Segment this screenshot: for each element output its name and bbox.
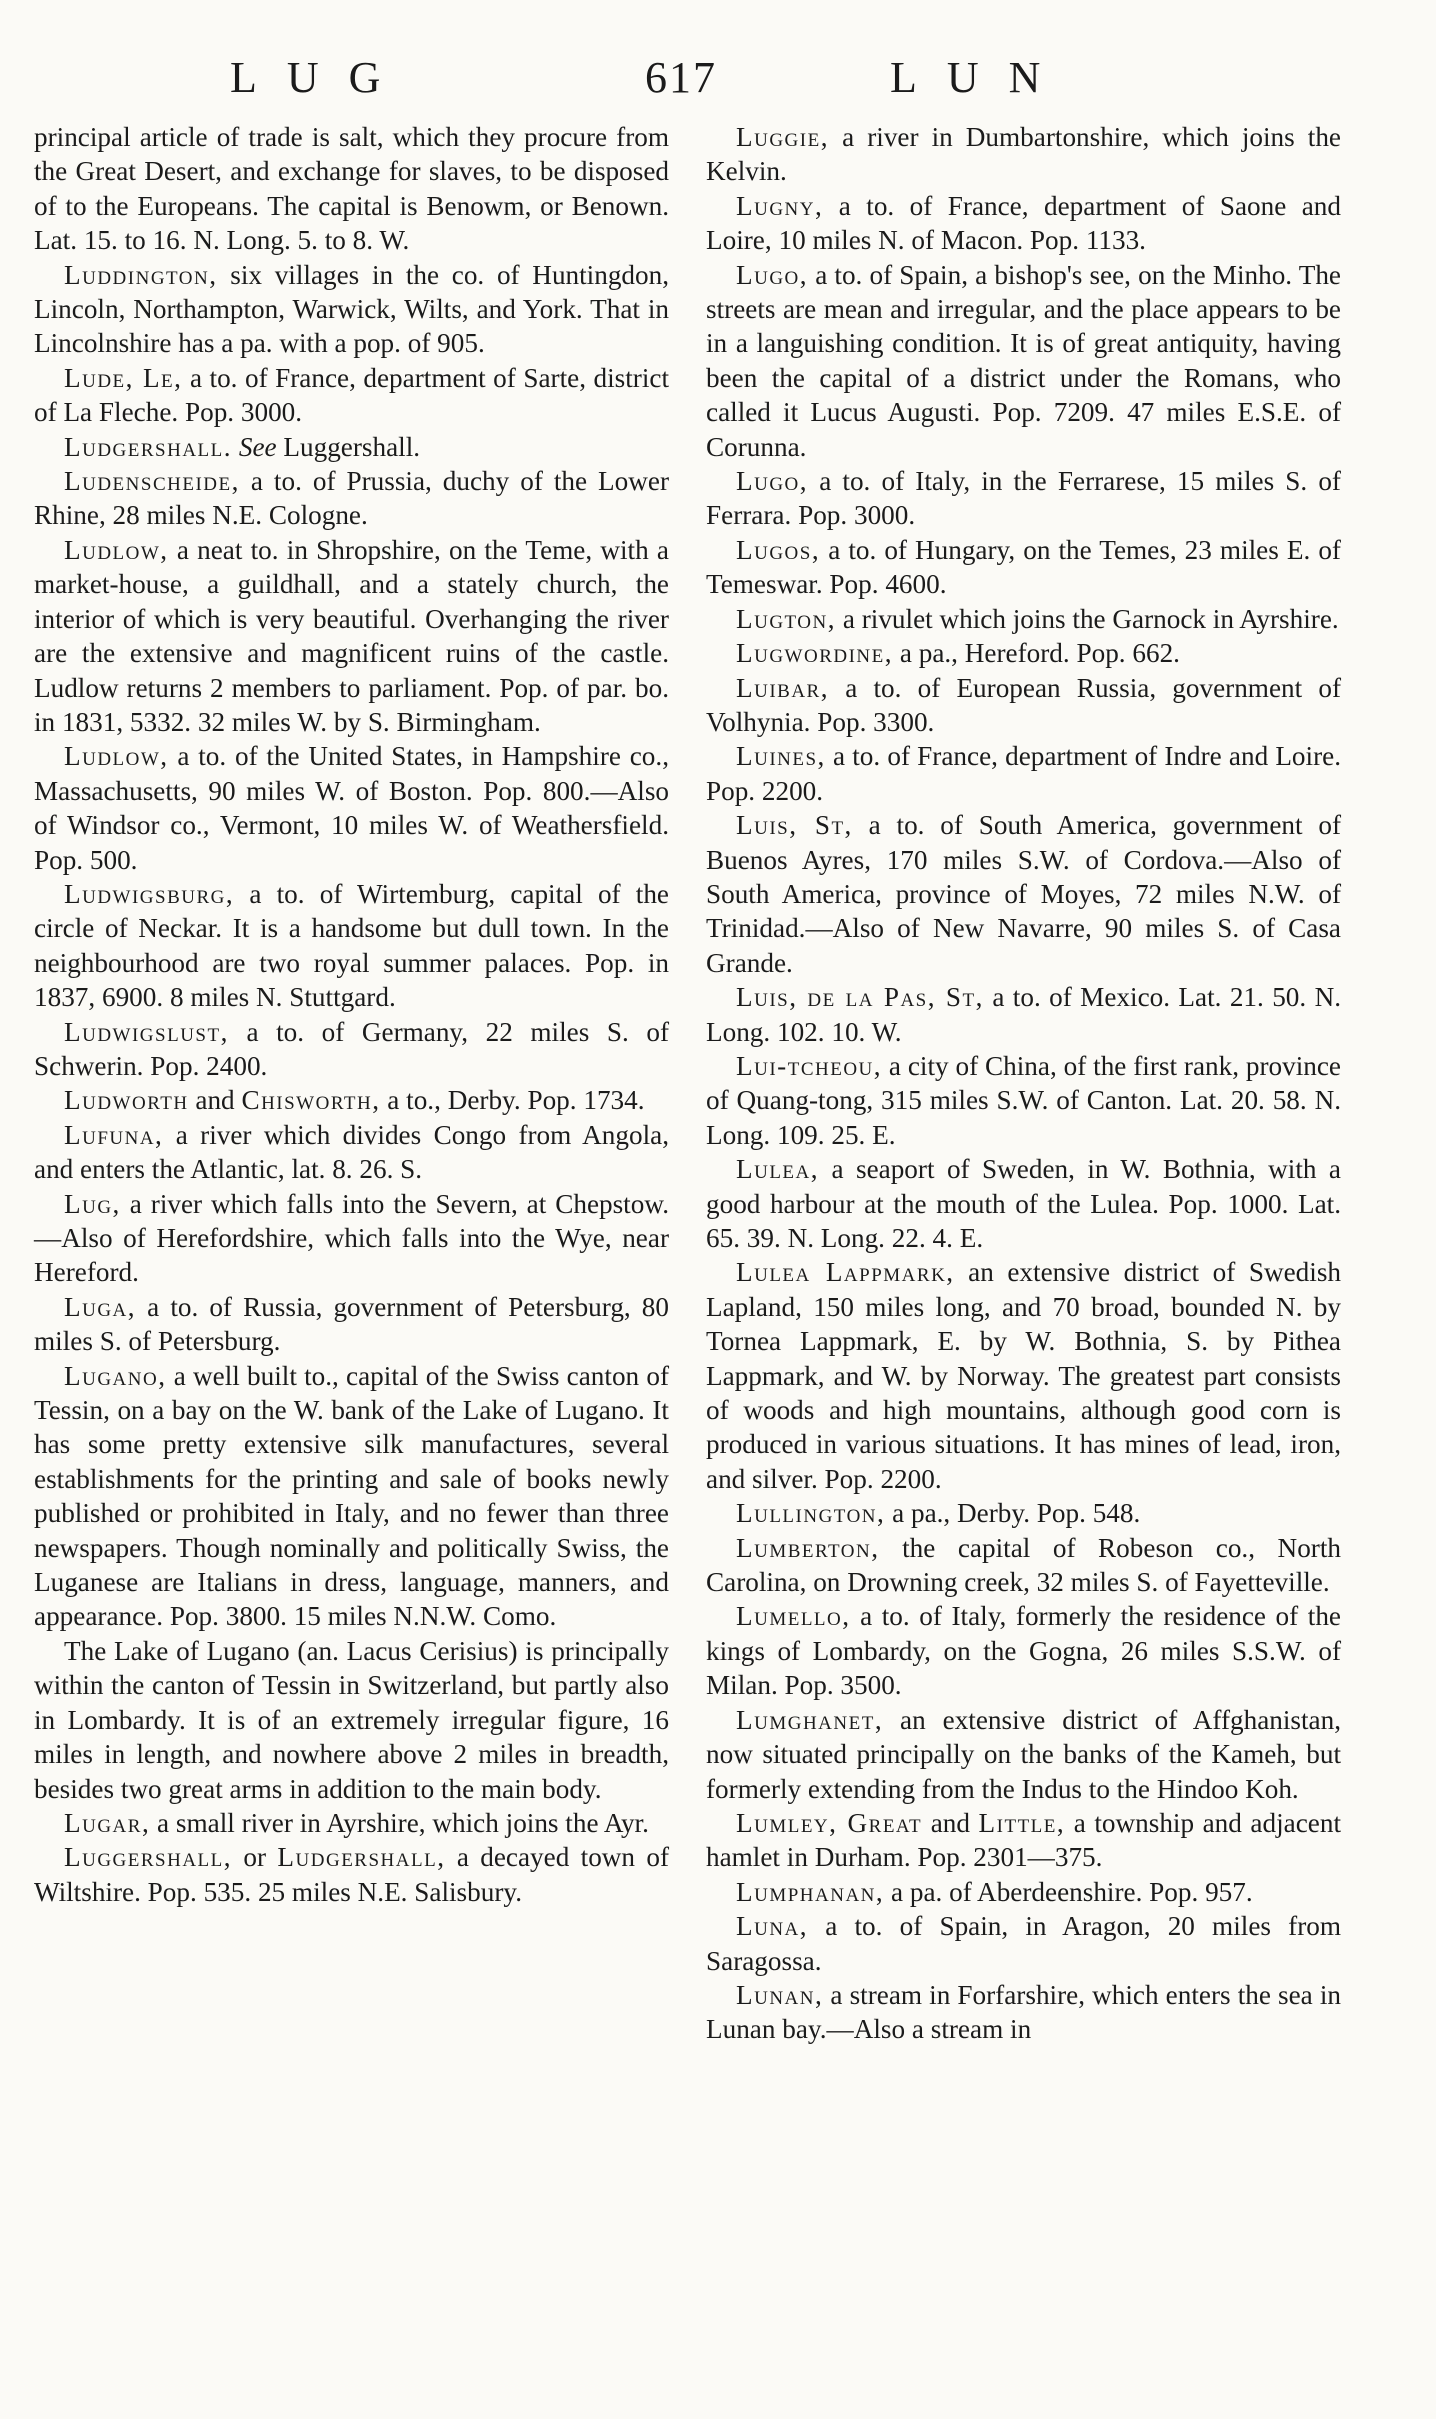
entry-text-tail: a township and adjacent hamlet in Durham. Pop. 2301—375. — [706, 1807, 1341, 1873]
gazetteer-entry — [34, 120, 669, 258]
entry-text: a pa., Derby. Pop. 548. — [885, 1498, 1141, 1529]
entry-text: a pa., Hereford. Pop. 662. — [893, 638, 1180, 669]
entry-headword: Ludlow, — [64, 741, 169, 772]
entry-headword: Lugo, — [736, 466, 809, 497]
entry-text: principal article of trade is salt, which they procure from the Great Desert, and exchange for slaves, to be disposed of to the Europeans. The capital is Benowm, or Benown. Lat. 15. to 16. N. Long. 5. to 8. W. — [34, 122, 669, 256]
entry-text: a to. of Wirtemburg, capital of the circle of Neckar. It is a handsome but dull town. In the neighbourhood are two royal summer palaces. Pop. in 1837, 6900. 8 miles N. Stuttgard. — [34, 878, 669, 1013]
entry-headword: Luddington, — [64, 259, 218, 290]
entry-text: a to. of Hungary, on the Temes, 23 miles E. of Temeswar. Pop. 4600. — [706, 534, 1341, 600]
entry-headword: Luibar, — [736, 672, 830, 703]
entry-text: a river which falls into the Severn, at Chepstow.—Also of Herefordshire, which falls into the Wye, near Hereford. — [34, 1188, 669, 1288]
gazetteer-entry — [706, 1049, 1341, 1152]
gazetteer-entry — [34, 1359, 669, 1634]
entry-text: The Lake of Lugano (an. Lacus Cerisius) is principally within the canton of Tessin in Switzerland, but partly also in Lombardy. It is of an extremely irregular figure, 16 miles in length, and nowhere above 2 miles in breadth, besides two great arms in addition to the main body. — [34, 1635, 669, 1804]
entry-headword: Lude, Le, — [64, 362, 183, 393]
left-column — [34, 120, 669, 1909]
entry-headword: Lufuna, — [64, 1119, 164, 1150]
gazetteer-entry — [34, 739, 669, 877]
entry-headword: Lulea Lappmark, — [736, 1257, 955, 1288]
entry-text: a to. of the United States, in Hampshire co., Massachusetts, 90 miles W. of Boston. Pop. 800.—Also of Windsor co., Vermont, 10 miles W. of Weathersfield. Pop. 500. — [34, 741, 669, 875]
entry-headword: Ludwigsburg, — [64, 878, 235, 909]
entry-headword: Ludlow, — [64, 534, 169, 565]
gazetteer-entry — [706, 464, 1341, 533]
page-number: 617 — [645, 53, 717, 102]
entry-text: a to. of Prussia, duchy of the Lower Rhine, 28 miles N.E. Cologne. — [34, 466, 669, 531]
gazetteer-entry — [706, 1978, 1341, 2047]
entry-headword: Ludgershall. — [64, 431, 233, 462]
gazetteer-entry — [706, 739, 1341, 808]
entry-headword: Luggershall, — [64, 1842, 233, 1873]
gazetteer-entry — [34, 533, 669, 739]
gazetteer-entry — [706, 1255, 1341, 1496]
entry-text: an extensive district of Swedish Lapland, 150 miles long, and 70 broad, bounded N. by Tornea Lappmark, E. by W. Bothnia, S. by Pithea Lappmark, and W. by Norway. The greatest part consists of woods and high mountains, although good corn is produced in various situations. It has mines of lead, iron, and silver. Pop. 2200. — [706, 1257, 1341, 1494]
entry-headword: Ludworth — [64, 1085, 189, 1116]
gazetteer-entry — [706, 1599, 1341, 1702]
entry-headword: Ludenscheide, — [64, 466, 240, 497]
entry-headword: Luines, — [736, 741, 826, 772]
entry-headword-secondary: Ludgershall, — [277, 1842, 446, 1873]
entry-text: a to. of France, department of Saone and Loire, 10 miles N. of Macon. Pop. 1133. — [706, 190, 1341, 256]
header-right-guide-word: LUN — [890, 53, 1071, 102]
entry-headword-secondary: Little, — [978, 1807, 1066, 1838]
entry-headword: Lugo, — [736, 259, 809, 290]
gazetteer-entry — [34, 1806, 669, 1840]
entry-text: a neat to. in Shropshire, on the Teme, with a market-house, a guildhall, and a stately church, the interior of which is very beautiful. Overhanging the river are the extensive and magnificent ruins of the castle. Ludlow returns 2 members to parliament. Pop. of par. bo. in 1831, 5332. 32 miles W. by S. Birmingham. — [34, 534, 669, 737]
entry-text: a to. of France, department of Indre and Loire. Pop. 2200. — [706, 741, 1341, 806]
gazetteer-entry — [34, 1083, 669, 1117]
entry-headword: Luna, — [736, 1911, 809, 1942]
entry-text: a to. of Italy, formerly the residence of the kings of Lombardy, on the Gogna, 26 miles S.S.W. of Milan. Pop. 3500. — [706, 1601, 1341, 1701]
entry-text: a to. of Italy, in the Ferrarese, 15 miles S. of Ferrara. Pop. 3000. — [706, 466, 1341, 531]
entry-headword: Ludwigslust, — [64, 1016, 229, 1047]
entry-text: a to. of Spain, a bishop's see, on the Minho. The streets are mean and irregular, and the place appears to be in a languishing condition. It is of great antiquity, having been the capital of a district under the Romans, who called it Lucus Augusti. Pop. 7209. 47 miles E.S.E. of Corunna. — [706, 259, 1341, 462]
gazetteer-entry — [34, 1840, 669, 1909]
gazetteer-entry — [706, 980, 1341, 1049]
entry-text: a stream in Forfarshire, which enters the sea in Lunan bay.—Also a stream in — [706, 1979, 1341, 2045]
entry-headword: Lui-tcheou, — [736, 1050, 883, 1081]
gazetteer-entry — [706, 1496, 1341, 1530]
right-column — [706, 120, 1341, 2047]
entry-text: a to. of France, department of Sarte, district of La Fleche. Pop. 3000. — [34, 362, 669, 428]
entry-text: a to. of Mexico. Lat. 21. 50. N. Long. 102. 10. W. — [706, 982, 1342, 1047]
entry-text: a to. of European Russia, government of Volhynia. Pop. 3300. — [706, 672, 1341, 737]
entry-headword-secondary: Chisworth, — [241, 1085, 381, 1116]
gazetteer-entry — [34, 258, 669, 361]
gazetteer-entry — [706, 1806, 1341, 1875]
entry-headword: Lugano, — [64, 1360, 167, 1391]
entry-headword: Lugwordine, — [736, 638, 894, 669]
gazetteer-entry — [706, 636, 1341, 670]
entry-text: a pa. of Aberdeenshire. Pop. 957. — [884, 1876, 1253, 1907]
entry-text: a to. of South America, government of Buenos Ayres, 170 miles S.W. of Cordova.—Also of South America, province of Moyes, 72 miles N.W. of Trinidad.—Also of New Navarre, 90 miles S. of Casa Grande. — [706, 810, 1341, 978]
entry-headword: Lumberton, — [736, 1532, 880, 1563]
gazetteer-entry — [706, 189, 1341, 258]
gazetteer-entry — [34, 430, 669, 464]
gazetteer-entry — [34, 1118, 669, 1187]
entry-headword: Lullington, — [736, 1498, 886, 1529]
gazetteer-entry — [706, 1875, 1341, 1909]
gazetteer-entry — [34, 877, 669, 1015]
entry-text: a to. of Germany, 22 miles S. of Schwerin. Pop. 2400. — [34, 1016, 669, 1081]
gazetteer-entry — [34, 361, 669, 430]
entry-text: a river in Dumbartonshire, which joins the Kelvin. — [706, 122, 1341, 187]
gazetteer-entry — [706, 1909, 1341, 1978]
entry-headword: Luggie, — [736, 122, 830, 152]
entry-text: and — [922, 1807, 979, 1838]
entry-headword: Lumghanet, — [736, 1704, 884, 1735]
entry-headword: Lunan, — [736, 1979, 824, 2010]
entry-headword: Lugton, — [736, 603, 837, 634]
entry-text-tail: a to., Derby. Pop. 1734. — [380, 1085, 645, 1116]
entry-headword: Lumello, — [736, 1601, 851, 1632]
entry-text-tail: a decayed town of Wiltshire. Pop. 535. 25 miles N.E. Salisbury. — [34, 1842, 670, 1907]
entry-text: the capital of Robeson co., North Carolina, on Drowning creek, 32 miles S. of Fayetteville. — [706, 1532, 1341, 1598]
entry-text-tail: Luggershall. — [276, 431, 421, 462]
gazetteer-entry — [706, 1531, 1341, 1600]
entry-headword: Lumley, Great — [736, 1807, 923, 1838]
entry-headword: Lugar, — [64, 1807, 151, 1838]
entry-text: a seaport of Sweden, in W. Bothnia, with a good harbour at the mouth of the Lulea. Pop. 1000. Lat. 65. 39. N. Long. 22. 4. E. — [706, 1154, 1341, 1253]
gazetteer-entry — [706, 1152, 1341, 1255]
gazetteer-entry — [34, 1290, 669, 1359]
entry-headword: Lugny, — [736, 190, 824, 221]
cross-reference-see: See — [238, 431, 277, 462]
gazetteer-entry — [706, 1703, 1341, 1806]
entry-headword: Lugos, — [736, 534, 821, 565]
entry-text: a city of China, of the first rank, province of Quang-tong, 315 miles S.W. of Canton. Lat. 20. 58. N. Long. 109. 25. E. — [706, 1050, 1341, 1150]
entry-text: a well built to., capital of the Swiss canton of Tessin, on a bay on the W. bank of the Lake of Lugano. It has some pretty extensive silk manufactures, several establishments for the printing and sale of books newly published or prohibited in Italy, and no fewer than three newspapers. Though nominally and politically Swiss, the Luganese are Italians in dress, language, manners, and appearance. Pop. 3800. 15 miles N.N.W. Como. — [34, 1360, 669, 1632]
entry-text: and — [188, 1085, 242, 1116]
gazetteer-entry — [706, 671, 1341, 740]
entry-headword: Lumphanan, — [736, 1876, 885, 1907]
gazetteer-entry — [34, 1187, 669, 1290]
entry-text: or — [232, 1842, 278, 1873]
gazetteer-entry — [706, 533, 1341, 602]
gazetteer-entry — [706, 258, 1341, 464]
entry-headword: Luga, — [64, 1291, 137, 1322]
gazetteer-entry — [34, 1015, 669, 1084]
entry-text: a small river in Ayrshire, which joins the Ayr. — [150, 1807, 649, 1838]
entry-text — [232, 432, 239, 462]
gazetteer-entry — [706, 602, 1341, 636]
entry-text: a river which divides Congo from Angola, and enters the Atlantic, lat. 8. 26. S. — [34, 1119, 669, 1185]
gazetteer-entry — [34, 1634, 669, 1806]
entry-headword: Luis, de la Pas, St, — [736, 982, 984, 1013]
entry-text: six villages in the co. of Huntingdon, Lincoln, Northampton, Warwick, Wilts, and York. That in Lincolnshire has a pa. with a pop. of 905. — [34, 259, 669, 359]
entry-text: a to. of Spain, in Aragon, 20 miles from Saragossa. — [706, 1911, 1341, 1976]
gazetteer-entry — [706, 808, 1341, 980]
gazetteer-entry — [34, 464, 669, 533]
entry-text: a to. of Russia, government of Petersburg, 80 miles S. of Petersburg. — [34, 1291, 669, 1357]
entry-text: a rivulet which joins the Garnock in Ayrshire. — [836, 603, 1339, 634]
gazetteer-entry — [706, 120, 1341, 189]
running-header — [230, 52, 1150, 112]
header-left-guide-word: LUG — [230, 53, 411, 102]
entry-headword: Lulea, — [736, 1154, 820, 1185]
entry-text: an extensive district of Affghanistan, now situated principally on the banks of the Kameh, but formerly extending from the Indus to the Hindoo Koh. — [706, 1704, 1341, 1804]
entry-headword: Luis, St, — [736, 810, 853, 841]
entry-headword: Lug, — [64, 1188, 121, 1219]
